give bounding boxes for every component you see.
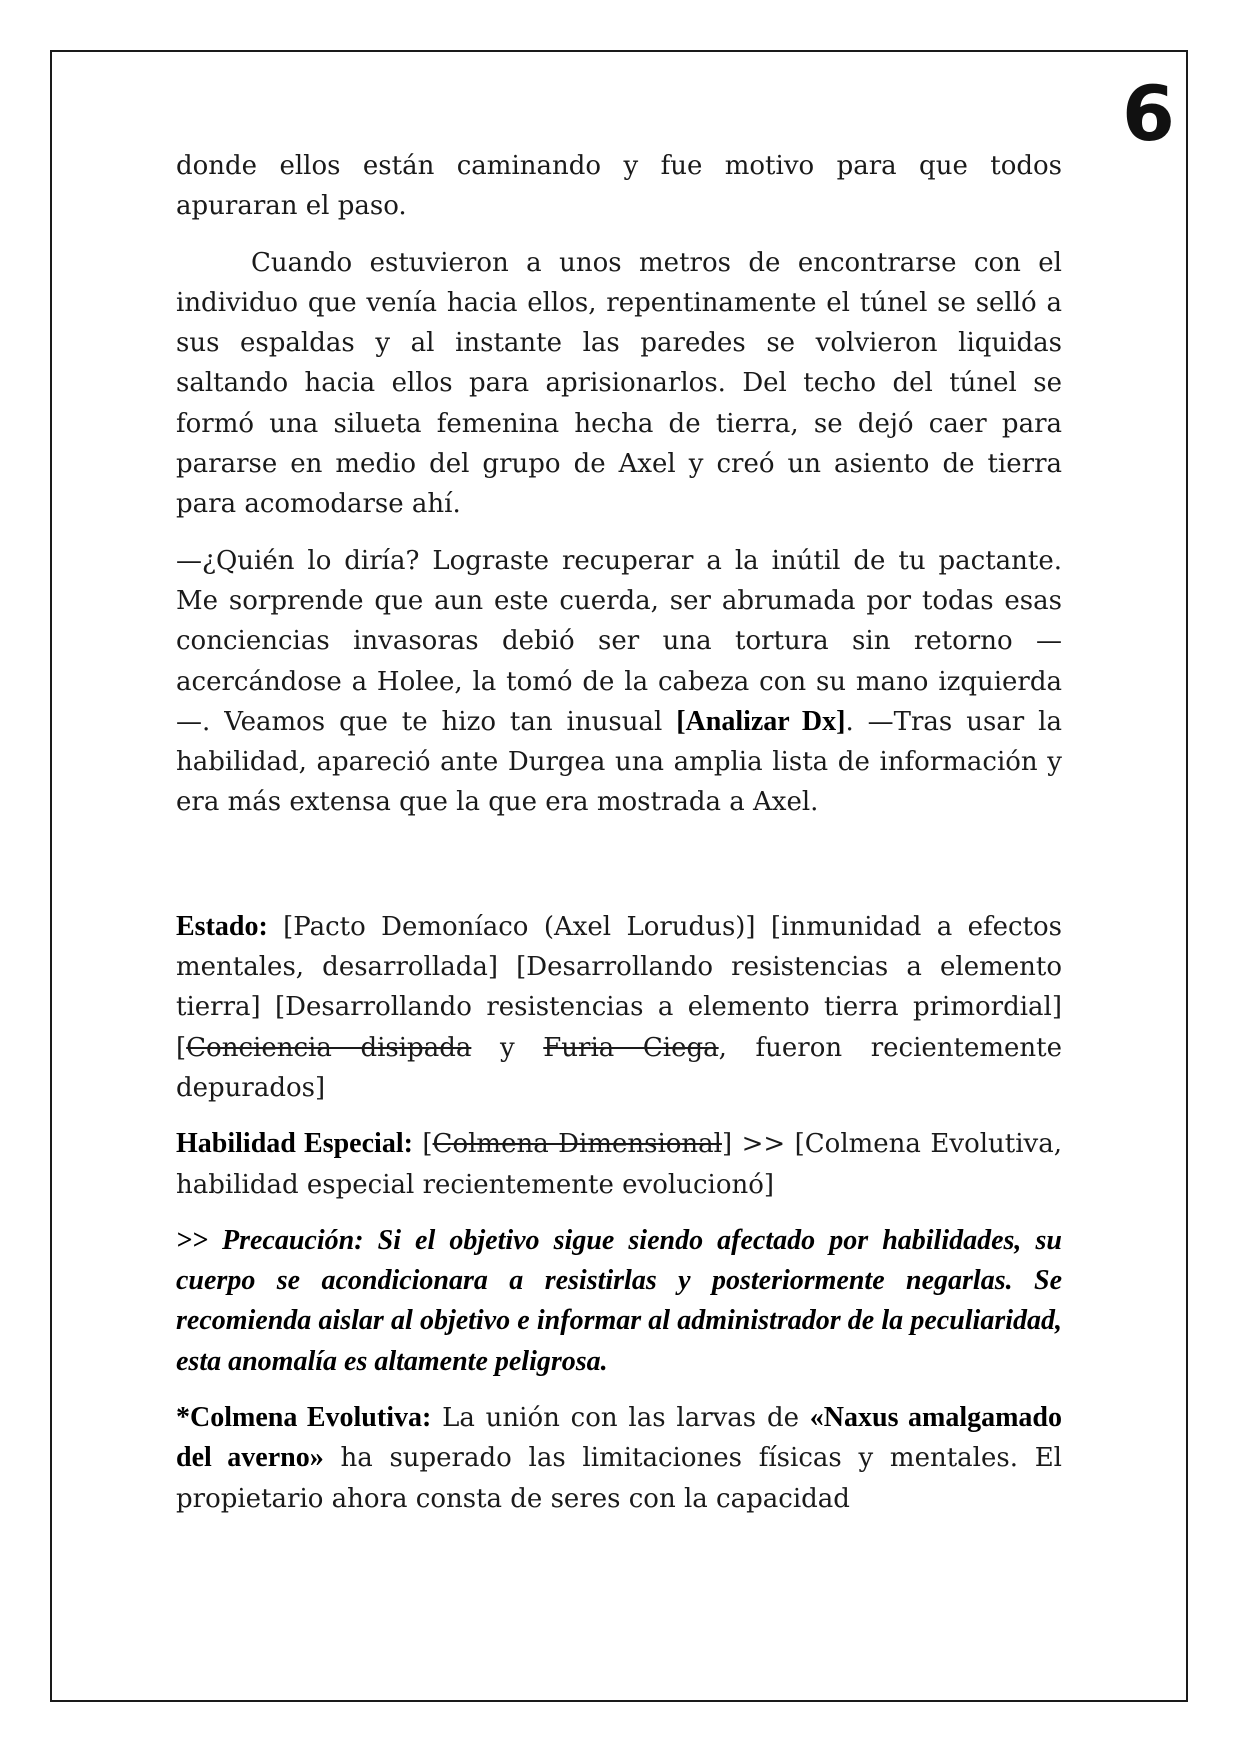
special-skill-entry: [176, 1124, 1062, 1205]
status-text-1: [Pacto Demoníaco (Axel Lorudus)] [inmunidad a efectos mentales, desarrollada] [Desarrollando resistencias a elemento tierra] [Desarrollando resistencias a elemento tierra primordial] [: [176, 911, 1062, 1063]
skill-analizar-dx: [Analizar Dx]: [676, 705, 846, 737]
document-body: [176, 146, 1062, 1535]
status-text-2: y: [471, 1032, 544, 1063]
status-text-3: , fueron recientemente depurados]: [176, 1032, 1062, 1103]
colmena-label: *Colmena Evolutiva:: [176, 1402, 432, 1434]
paragraph-dialogue: [176, 541, 1062, 823]
special-skill-label: Habilidad Especial:: [176, 1128, 413, 1160]
page-number: 6: [1122, 69, 1175, 158]
special-skill-strike: Colmena Dimensional: [432, 1129, 722, 1160]
paragraph-continuation: donde ellos están caminando y fue motivo para que todos apuraran el paso.: [176, 151, 1062, 222]
status-label: Estado:: [176, 910, 268, 942]
colmena-bold-naxus: «Naxus amalgamado del averno»: [176, 1402, 1063, 1474]
colmena-entry: [176, 1398, 1062, 1519]
dialogue-text-end: . —Tras usar la habilidad, apareció ante Durgea una amplia lista de información y era más extensa que la que era mostrada a Axel.: [176, 706, 1062, 818]
special-skill-text-2: ] >> [Colmena Evolutiva, habilidad especial recientemente evolucionó]: [176, 1129, 1062, 1200]
paragraph-tunnel-sealed: Cuando estuvieron a unos metros de encontrarse con el individuo que venía hacia ellos, repentinamente el túnel se selló a sus espaldas y al instante las paredes se volvieron liquidas saltando hacia ellos para aprisionarlos. Del techo del túnel se formó una silueta femenina hecha de tierra, se dejó caer para pararse en medio del grupo de Axel y creó un asiento de tierra para acomodarse ahí.: [176, 247, 1062, 520]
section-gap: [176, 839, 1062, 907]
colmena-text-2: ha superado las limitaciones físicas y mentales. El propietario ahora consta de seres con la capacidad: [176, 1443, 1063, 1514]
warning-paragraph: >> Precaución: Si el objetivo sigue siendo afectado por habilidades, su cuerpo se acondicionara a resistirlas y posteriormente negarlas. Se recomienda aislar al objetivo e informar al administrador de la peculiaridad, esta anomalía es altamente peligrosa.: [176, 1224, 1062, 1377]
status-strike-conciencia: Conciencia disipada: [186, 1032, 472, 1063]
colmena-text-1: La unión con las larvas de: [431, 1403, 810, 1434]
dialogue-text-start: —¿Quién lo diría? Lograste recuperar a la inútil de tu pactante. Me sorprende que aun este cuerda, ser abrumada por todas esas conciencias invasoras debió ser una tortura sin retorno —acercándose a Holee, la tomó de la cabeza con su mano izquierda—. Veamos que te hizo tan inusual: [176, 545, 1062, 737]
status-strike-furia: Furia Ciega: [543, 1032, 719, 1063]
special-skill-text-1: [: [412, 1129, 433, 1160]
status-entry: [176, 907, 1062, 1108]
